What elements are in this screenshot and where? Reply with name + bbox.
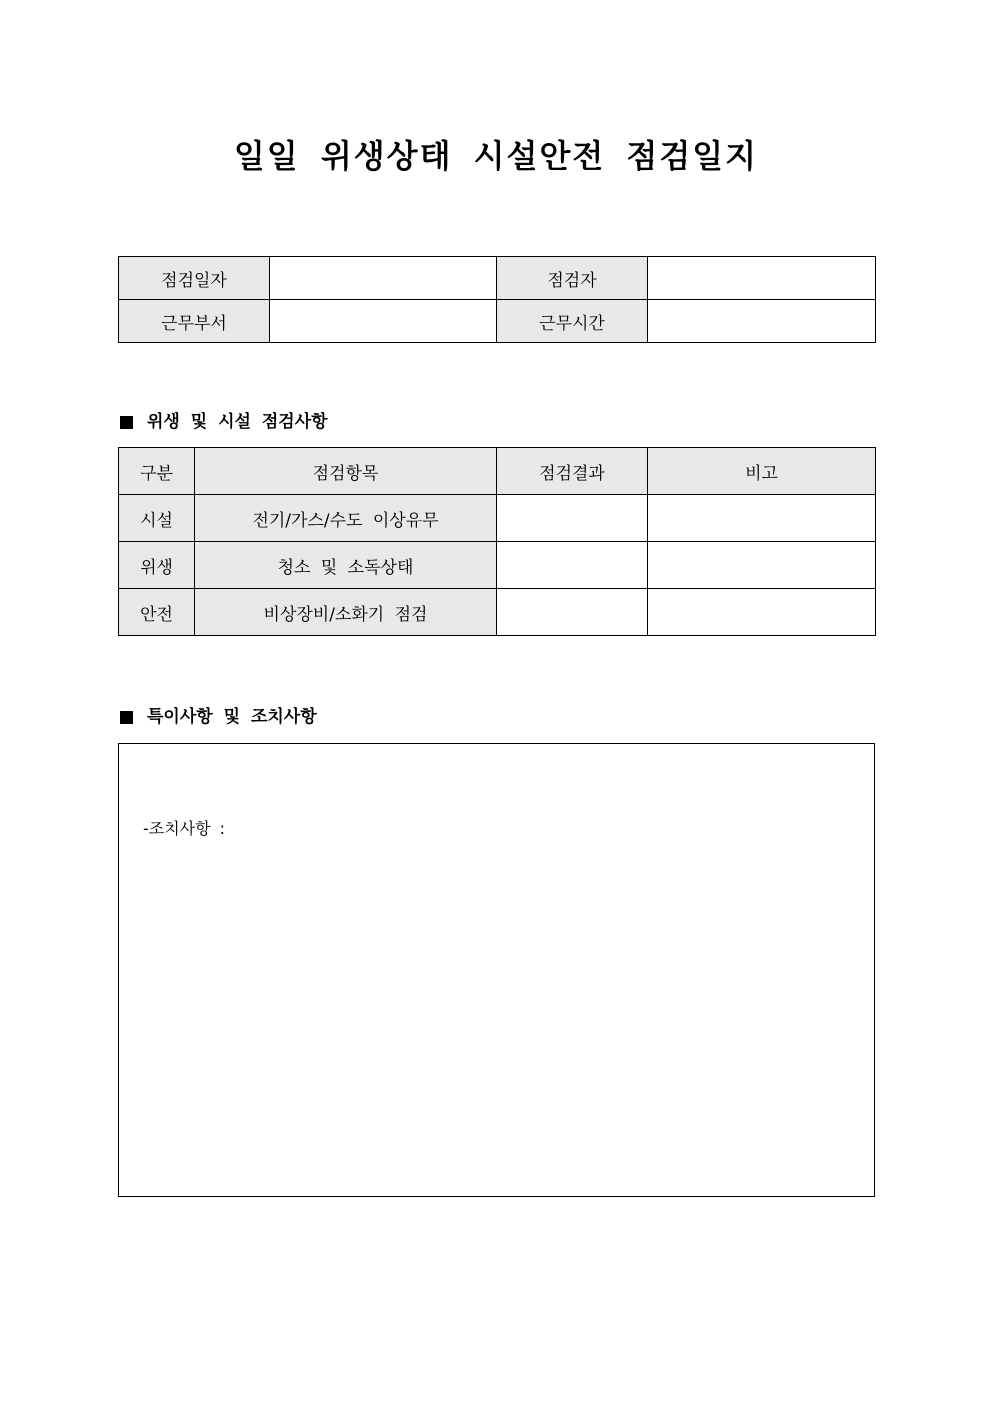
row-result-field[interactable]	[497, 542, 648, 589]
info-table	[118, 256, 876, 343]
department-label: 근무부서	[119, 300, 270, 343]
row-note-field[interactable]	[648, 495, 876, 542]
table-row	[119, 300, 876, 343]
section-heading-text: 특이사항 및 조치사항	[147, 707, 317, 727]
inspection-date-label: 점검일자	[119, 257, 270, 300]
department-field[interactable]	[270, 300, 497, 343]
row-category: 안전	[119, 589, 195, 636]
work-hours-label: 근무시간	[497, 300, 648, 343]
inspection-table	[118, 447, 876, 636]
inspection-date-field[interactable]	[270, 257, 497, 300]
header-category: 구분	[119, 448, 195, 495]
header-item: 점검항목	[195, 448, 497, 495]
square-bullet-icon	[120, 711, 133, 724]
section-heading-remarks	[118, 705, 317, 729]
document-title: 일일 위생상태 시설안전 점검일지	[233, 137, 759, 175]
work-hours-field[interactable]	[648, 300, 876, 343]
section-heading-text: 위생 및 시설 점검사항	[147, 412, 328, 432]
row-category: 시설	[119, 495, 195, 542]
table-header-row	[119, 448, 876, 495]
table-row	[119, 589, 876, 636]
table-row	[119, 495, 876, 542]
row-item: 비상장비/소화기 점검	[195, 589, 497, 636]
header-note: 비고	[648, 448, 876, 495]
row-item: 전기/가스/수도 이상유무	[195, 495, 497, 542]
row-category: 위생	[119, 542, 195, 589]
row-note-field[interactable]	[648, 589, 876, 636]
table-row	[119, 257, 876, 300]
square-bullet-icon	[120, 416, 133, 429]
section-heading-inspection	[118, 410, 328, 434]
row-item: 청소 및 소독상태	[195, 542, 497, 589]
remarks-box[interactable]	[118, 743, 875, 1197]
inspector-field[interactable]	[648, 257, 876, 300]
table-row	[119, 542, 876, 589]
inspector-label: 점검자	[497, 257, 648, 300]
row-note-field[interactable]	[648, 542, 876, 589]
row-result-field[interactable]	[497, 495, 648, 542]
row-result-field[interactable]	[497, 589, 648, 636]
header-result: 점검결과	[497, 448, 648, 495]
action-label: -조치사항 :	[143, 819, 226, 838]
